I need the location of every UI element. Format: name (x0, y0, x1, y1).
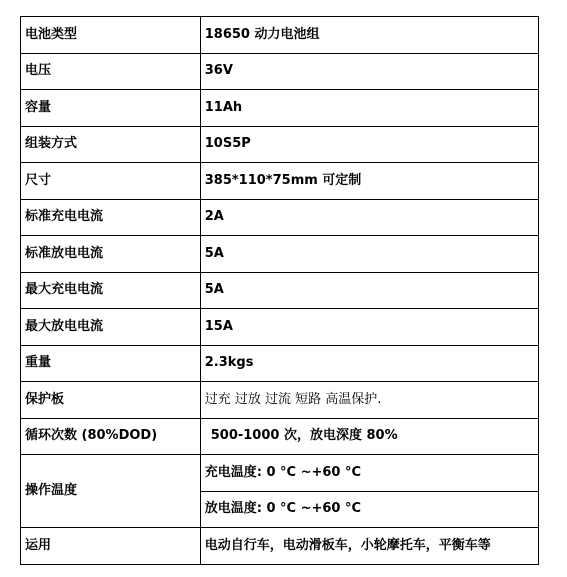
spec-value-charge-temp: 充电温度: 0 °C ~+60 °C (200, 455, 538, 492)
spec-value: 2.3kgs (200, 345, 538, 382)
table-row (21, 53, 539, 90)
spec-value: 5A (200, 272, 538, 309)
table-row (21, 309, 539, 346)
table-row (21, 163, 539, 200)
spec-value: 36V (200, 53, 538, 90)
spec-label: 最大充电电流 (21, 272, 201, 309)
spec-label: 标准充电电流 (21, 199, 201, 236)
spec-label: 运用 (21, 528, 201, 565)
spec-value: 500-1000 次，放电深度 80% (200, 418, 538, 455)
spec-label: 标准放电电流 (21, 236, 201, 273)
spec-label: 保护板 (21, 382, 201, 419)
table-row (21, 236, 539, 273)
table-row (21, 418, 539, 455)
spec-label: 电池类型 (21, 17, 201, 54)
table-row (21, 382, 539, 419)
battery-spec-table (20, 16, 539, 565)
spec-label: 最大放电电流 (21, 309, 201, 346)
spec-value: 385*110*75mm 可定制 (200, 163, 538, 200)
table-row (21, 126, 539, 163)
spec-value: 11Ah (200, 90, 538, 127)
spec-value: 电动自行车，电动滑板车，小轮摩托车，平衡车等 (200, 528, 538, 565)
table-row (21, 199, 539, 236)
table-row (21, 90, 539, 127)
table-row (21, 455, 539, 492)
spec-label: 操作温度 (21, 455, 201, 528)
spec-label: 容量 (21, 90, 201, 127)
spec-value-discharge-temp: 放电温度: 0 °C ~+60 °C (200, 491, 538, 528)
spec-label: 电压 (21, 53, 201, 90)
spec-value: 5A (200, 236, 538, 273)
spec-label: 尺寸 (21, 163, 201, 200)
spec-value: 18650 动力电池组 (200, 17, 538, 54)
spec-label: 循环次数 (80%DOD) (21, 418, 201, 455)
spec-value: 2A (200, 199, 538, 236)
table-row (21, 17, 539, 54)
table-row (21, 272, 539, 309)
spec-label: 组装方式 (21, 126, 201, 163)
table-row (21, 528, 539, 565)
spec-value: 15A (200, 309, 538, 346)
spec-value: 10S5P (200, 126, 538, 163)
table-row (21, 345, 539, 382)
spec-label: 重量 (21, 345, 201, 382)
spec-value: 过充 过放 过流 短路 高温保护. (200, 382, 538, 419)
